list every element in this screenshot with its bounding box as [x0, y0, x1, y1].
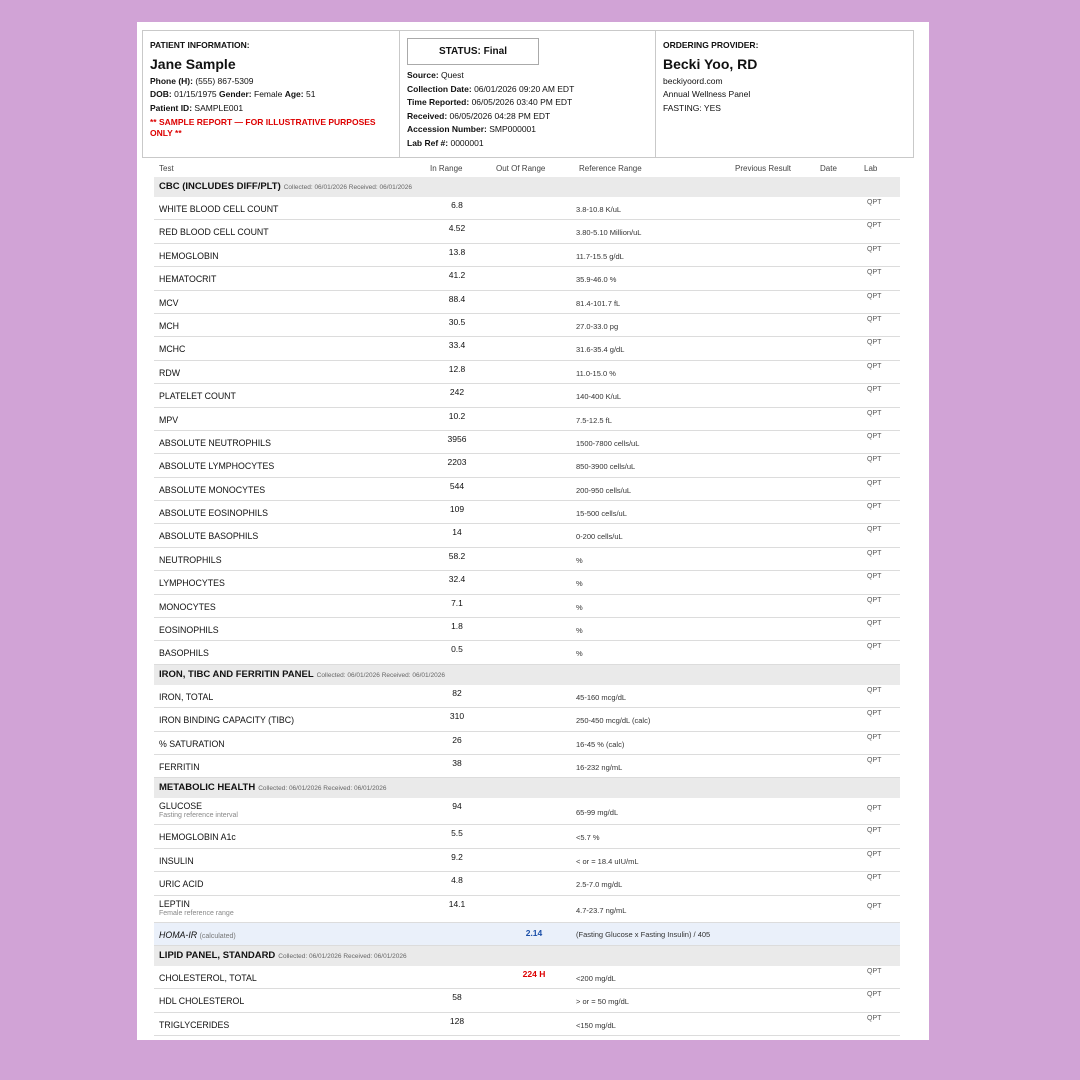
in-range-value: 4.52: [448, 223, 466, 234]
lab-code: QPT: [867, 315, 882, 323]
test-name: [159, 368, 180, 378]
test-label: HOMA-IR: [159, 929, 198, 940]
test-name: [159, 227, 269, 237]
reference-range: 65-99 mg/dL: [576, 808, 619, 818]
lab-code: QPT: [867, 596, 882, 604]
table-row: [154, 384, 900, 407]
in-range-value: 33.4: [448, 340, 466, 351]
test-name: [159, 461, 274, 471]
in-range-value: 5.5: [451, 828, 463, 839]
reference-range: %: [576, 579, 583, 589]
table-row: [154, 732, 900, 755]
test-label: BASOPHILS: [159, 648, 209, 659]
table-row: [154, 361, 900, 384]
reference-range: 3.8-10.8 K/uL: [576, 205, 622, 214]
lab-code: QPT: [867, 805, 882, 813]
table-row: [154, 755, 900, 778]
in-range-value: 9.2: [451, 851, 463, 862]
table-row: [154, 478, 900, 501]
col-date: Date: [820, 164, 837, 173]
in-range-value: 128: [449, 1015, 465, 1026]
test-name: [159, 692, 213, 702]
lab-code: QPT: [867, 756, 882, 764]
test-name: [159, 801, 238, 819]
table-row: [154, 408, 900, 431]
test-name: [159, 344, 185, 354]
test-label: INSULIN: [159, 855, 194, 866]
test-label: MCHC: [159, 344, 186, 355]
test-label: HDL CHOLESTEROL: [159, 996, 245, 1007]
results-table: [154, 161, 900, 1036]
in-range-value: 3956: [447, 433, 467, 444]
patient-info: [143, 31, 400, 157]
patient-phone: Phone (H): (555) 867-5309: [150, 75, 254, 86]
table-row: [154, 708, 900, 731]
test-label: % SATURATION: [159, 738, 225, 749]
lab-code: QPT: [867, 733, 882, 741]
test-label: ABSOLUTE BASOPHILS: [159, 531, 259, 542]
table-row: [154, 220, 900, 243]
reference-range: 11.7-15.5 g/dL: [576, 251, 624, 261]
in-range-value: 310: [449, 711, 465, 722]
section-collected: Collected: 06/01/2026 Received: 06/01/2026: [258, 785, 387, 793]
test-name: [159, 251, 219, 261]
in-range-value: 12.8: [448, 363, 466, 374]
reference-range: 140-400 K/uL: [576, 392, 622, 402]
lab-code: QPT: [867, 456, 882, 464]
in-range-value: 1.8: [451, 621, 463, 632]
section-collected: Collected: 06/01/2026 Received: 06/01/2026: [283, 184, 413, 191]
section-title: IRON, TIBC AND FERRITIN PANEL: [159, 668, 314, 680]
test-name: [159, 321, 179, 331]
lab-code: QPT: [867, 991, 882, 999]
reference-range: 0-200 cells/uL: [576, 532, 623, 542]
table-row: [154, 872, 900, 895]
lab-code: QPT: [867, 269, 882, 277]
reference-range: <5.7 %: [576, 833, 600, 843]
lab-code: QPT: [867, 479, 882, 487]
table-row: [154, 595, 900, 618]
reference-range: > or = 50 mg/dL: [576, 997, 629, 1007]
in-range-value: 0.5: [451, 644, 463, 655]
test-name: [159, 832, 236, 842]
section-collected: Collected: 06/01/2026 Received: 06/01/2026: [278, 952, 407, 960]
test-name: [159, 930, 236, 940]
test-label: ABSOLUTE LYMPHOCYTES: [159, 461, 275, 472]
provider-name: Becki Yoo, RD: [663, 55, 758, 72]
reference-range: %: [576, 555, 583, 565]
in-range-value: 10.2: [448, 410, 466, 421]
lab-code: QPT: [867, 432, 882, 440]
table-row: [154, 267, 900, 290]
in-range-value: 82: [452, 687, 462, 698]
col-ref: Reference Range: [579, 164, 642, 173]
in-range-value: 88.4: [448, 293, 466, 304]
table-row: [154, 966, 900, 989]
in-range-value: 41.2: [448, 270, 466, 281]
table-row: [154, 641, 900, 664]
reference-range: 27.0-33.0 pg: [576, 321, 619, 331]
col-in-range: In Range: [430, 164, 463, 173]
table-row: [154, 798, 900, 825]
in-range-value: 58: [452, 992, 462, 1003]
reference-range: 2.5-7.0 mg/dL: [576, 880, 623, 890]
test-label: FERRITIN: [159, 761, 200, 772]
in-range-value: 38: [452, 757, 462, 768]
patient-section-label: PATIENT INFORMATION:: [150, 40, 250, 50]
table-row: [154, 849, 900, 872]
test-name: [159, 899, 234, 917]
table-row: [154, 244, 900, 267]
table-row: [154, 337, 900, 360]
test-label: RED BLOOD CELL COUNT: [159, 227, 269, 238]
test-label: RDW: [159, 367, 181, 378]
table-row: [154, 825, 900, 848]
lab-code: QPT: [867, 620, 882, 628]
lab-code: QPT: [867, 549, 882, 557]
reference-range: (Fasting Glucose x Fasting Insulin) / 405: [576, 929, 711, 939]
reference-range: <200 mg/dL: [576, 973, 616, 983]
lab-code: QPT: [867, 850, 882, 858]
patient-demographics: DOB: 01/15/1975 Gender: Female Age: 51: [150, 89, 316, 100]
test-note: Fasting reference interval: [159, 812, 238, 820]
section-header: [154, 946, 900, 966]
in-range-value: 94: [452, 801, 462, 812]
provider-info: [656, 31, 913, 157]
test-name: [159, 856, 194, 866]
report-header: [142, 30, 914, 158]
reference-range: 3.80-5.10 Million/uL: [576, 228, 642, 238]
test-name: [159, 391, 236, 401]
patient-id: Patient ID: SAMPLE001: [150, 102, 244, 113]
reference-range: 81.4-101.7 fL: [576, 298, 621, 308]
table-row: [154, 314, 900, 337]
column-header-row: [154, 161, 900, 177]
reference-range: 16-45 % (calc): [576, 739, 625, 749]
out-of-range-value: 2.14: [525, 927, 543, 938]
lab-code: QPT: [867, 686, 882, 694]
test-label: PLATELET COUNT: [159, 391, 236, 402]
reference-range: 45-160 mcg/dL: [576, 692, 627, 702]
in-range-value: 30.5: [448, 316, 466, 327]
lab-code: QPT: [867, 967, 882, 975]
calc-note: (calculated): [199, 932, 236, 940]
results-sections: [154, 177, 900, 1036]
table-row: [154, 571, 900, 594]
reference-range: 31.6-35.4 g/dL: [576, 345, 625, 355]
col-test: Test: [159, 164, 174, 173]
section-collected: Collected: 06/01/2026 Received: 06/01/2026: [316, 671, 445, 679]
in-range-value: 242: [449, 387, 465, 398]
lab-code: QPT: [867, 643, 882, 651]
reference-range: 15-500 cells/uL: [576, 509, 627, 519]
test-name: [159, 531, 258, 541]
test-name: [159, 715, 294, 725]
test-label: LYMPHOCYTES: [159, 578, 225, 589]
test-name: [159, 555, 222, 565]
test-label: HEMOGLOBIN: [159, 250, 219, 261]
test-label: ABSOLUTE NEUTROPHILS: [159, 437, 271, 448]
reference-range: %: [576, 626, 583, 636]
in-range-value: 13.8: [448, 246, 466, 257]
test-label: HEMATOCRIT: [159, 274, 217, 285]
status-source: Source: Quest: [407, 70, 464, 80]
col-out-range: Out Of Range: [496, 164, 546, 173]
status-received: Received: 06/05/2026 04:28 PM EDT: [407, 110, 551, 121]
lab-code: QPT: [867, 362, 882, 370]
status-collection: Collection Date: 06/01/2026 09:20 AM EDT: [407, 83, 575, 94]
test-name: [159, 1020, 229, 1030]
test-label: ABSOLUTE MONOCYTES: [159, 484, 266, 495]
lab-code: QPT: [867, 409, 882, 417]
table-row: [154, 431, 900, 454]
in-range-value: 14: [452, 527, 462, 538]
test-name: [159, 996, 244, 1006]
status-badge: STATUS: Final: [407, 38, 539, 65]
provider-site: beckiyoord.com: [663, 75, 723, 86]
test-name: [159, 762, 200, 772]
sample-warning: ** SAMPLE REPORT — FOR ILLUSTRATIVE PURPOSES ONLY **: [150, 117, 376, 139]
col-lab: Lab: [864, 164, 878, 173]
reference-range: 7.5-12.5 fL: [576, 415, 612, 425]
test-label: MPV: [159, 414, 179, 425]
test-label: TRIGLYCERIDES: [159, 1019, 230, 1030]
status-info: [400, 31, 656, 157]
report-page: [137, 22, 929, 1040]
reference-range: 16-232 ng/mL: [576, 762, 623, 772]
provider-fasting: FASTING: YES: [663, 102, 721, 113]
patient-name: Jane Sample: [150, 55, 236, 72]
lab-code: QPT: [867, 526, 882, 534]
lab-code: QPT: [867, 710, 882, 718]
test-name: [159, 438, 271, 448]
lab-code: QPT: [867, 573, 882, 581]
test-label: MCV: [159, 297, 179, 308]
lab-code: QPT: [867, 199, 882, 206]
section-title: METABOLIC HEALTH: [159, 782, 256, 794]
reference-range: 200-950 cells/uL: [576, 485, 632, 495]
test-name: [159, 508, 268, 518]
in-range-value: 7.1: [451, 597, 463, 608]
test-name: [159, 298, 179, 308]
test-name: [159, 204, 278, 214]
table-row: [154, 923, 900, 946]
status-reported: Time Reported: 06/05/2026 03:40 PM EDT: [407, 97, 573, 108]
test-label: IRON BINDING CAPACITY (TIBC): [159, 715, 295, 726]
status-labref: Lab Ref #: 0000001: [407, 137, 484, 148]
table-row: [154, 197, 900, 220]
in-range-value: 58.2: [448, 550, 466, 561]
in-range-value: 109: [449, 504, 465, 515]
provider-panel: Annual Wellness Panel: [663, 89, 751, 100]
out-of-range-value: 224 H: [522, 968, 546, 979]
reference-range: 4.7-23.7 ng/mL: [576, 905, 627, 915]
in-range-value: 2203: [447, 457, 467, 468]
test-label: MONOCYTES: [159, 601, 216, 612]
lab-code: QPT: [867, 1014, 882, 1022]
test-name: [159, 485, 265, 495]
table-row: [154, 685, 900, 708]
test-label: IRON, TOTAL: [159, 691, 214, 702]
table-row: [154, 454, 900, 477]
test-name: [159, 415, 178, 425]
test-note: Female reference range: [159, 909, 234, 917]
col-prev: Previous Result: [735, 164, 792, 173]
reference-range: 35.9-46.0 %: [576, 275, 617, 285]
test-name: [159, 879, 203, 889]
test-name: [159, 274, 216, 284]
in-range-value: 544: [449, 480, 465, 491]
reference-range: 250-450 mcg/dL (calc): [576, 716, 651, 726]
test-name: [159, 973, 257, 983]
reference-range: <150 mg/dL: [576, 1020, 616, 1030]
test-label: MCH: [159, 320, 180, 331]
test-label: NEUTROPHILS: [159, 554, 222, 565]
lab-code: QPT: [867, 292, 882, 300]
table-row: [154, 291, 900, 314]
in-range-value: 26: [452, 734, 462, 745]
table-row: [154, 989, 900, 1012]
in-range-value: 4.8: [451, 875, 463, 886]
in-range-value: 32.4: [448, 574, 466, 585]
reference-range: 1500-7800 cells/uL: [576, 438, 640, 448]
section-title: CBC (INCLUDES DIFF/PLT): [159, 181, 281, 192]
reference-range: < or = 18.4 uIU/mL: [576, 856, 639, 866]
test-name: [159, 578, 225, 588]
table-row: [154, 524, 900, 547]
table-row: [154, 618, 900, 641]
test-label: EOSINOPHILS: [159, 625, 219, 636]
lab-code: QPT: [867, 503, 882, 511]
section-title: LIPID PANEL, STANDARD: [159, 949, 276, 961]
test-label: CHOLESTEROL, TOTAL: [159, 972, 257, 983]
test-name: [159, 625, 219, 635]
section-header: [154, 665, 900, 685]
provider-section-label: ORDERING PROVIDER:: [663, 40, 759, 50]
test-label: URIC ACID: [159, 879, 204, 890]
test-name: [159, 648, 209, 658]
in-range-value: 6.8: [451, 200, 463, 210]
table-row: [154, 548, 900, 571]
test-label: ABSOLUTE EOSINOPHILS: [159, 508, 269, 519]
section-header: [154, 177, 900, 197]
test-label: LEPTIN: [159, 898, 190, 909]
reference-range: 850-3900 cells/uL: [576, 462, 636, 472]
lab-code: QPT: [867, 874, 882, 882]
test-label: GLUCOSE: [159, 801, 203, 812]
lab-code: QPT: [867, 902, 882, 910]
in-range-value: 14.1: [448, 898, 466, 909]
lab-code: QPT: [867, 245, 882, 253]
status-accession: Accession Number: SMP000001: [407, 124, 537, 135]
lab-code: QPT: [867, 339, 882, 347]
test-name: [159, 739, 225, 749]
lab-code: QPT: [867, 222, 882, 230]
reference-range: 11.0-15.0 %: [576, 368, 616, 378]
section-header: [154, 778, 900, 798]
table-row: [154, 896, 900, 923]
lab-code: QPT: [867, 386, 882, 394]
test-label: WHITE BLOOD CELL COUNT: [159, 204, 279, 214]
test-name: [159, 602, 216, 612]
test-label: HEMOGLOBIN A1c: [159, 832, 236, 843]
table-row: [154, 1013, 900, 1036]
table-row: [154, 501, 900, 524]
reference-range: %: [576, 602, 583, 612]
lab-code: QPT: [867, 827, 882, 835]
reference-range: %: [576, 649, 583, 659]
